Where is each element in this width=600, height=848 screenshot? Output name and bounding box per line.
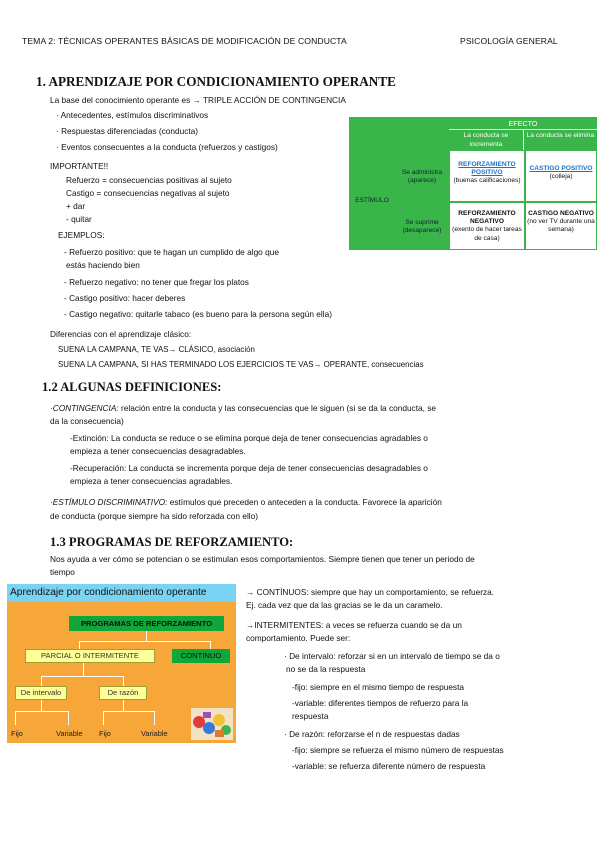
programas-line-11: -fijo: siempre se refuerza el mismo número de respuestas	[292, 745, 504, 755]
diagram-connector	[79, 641, 80, 649]
example-1: - Refuerzo positivo: que te hagan un cumplido de algo que	[64, 247, 279, 257]
negative-reinforcement-title: REFORZAMIENTO NEGATIVO	[458, 210, 516, 226]
diagram-connector	[123, 676, 124, 686]
important-line-2: Castigo = consecuencias negativas al sujeto	[66, 188, 230, 198]
cell-positive-reinforcement	[449, 150, 525, 202]
recuperacion-2: empieza a tener consecuencias agradables.	[70, 476, 233, 486]
diagram-connector	[103, 711, 104, 725]
diagram-leaf-fijo-2: Fijo	[99, 729, 111, 738]
header-left: TEMA 2: TÉCNICAS OPERANTES BÁSICAS DE MODIFICACIÓN DE CONDUCTA	[22, 36, 347, 46]
diagram-connector	[154, 711, 155, 725]
section1-title: 1. APRENDIZAJE POR CONDICIONAMIENTO OPERANTE	[36, 74, 396, 89]
diagram-connector	[41, 676, 123, 677]
programas-line-4: comportamiento. Puede ser:	[246, 633, 351, 643]
reinforcement-diagram	[7, 584, 236, 743]
extincion-1: -Extinción: La conducta se reduce o se elimina porque deja de tener consecuencias agradables o	[70, 433, 428, 443]
positive-reinforcement-note: (buenas calificaciones)	[453, 177, 521, 185]
diagram-continuo: CONTINUO	[172, 649, 230, 663]
important-line-3: + dar	[66, 201, 86, 211]
diagram-connector	[83, 663, 84, 676]
important-line-4: - quitar	[66, 214, 92, 224]
negative-reinforcement-note: (exento de hacer tareas de casa)	[452, 226, 522, 242]
positive-punishment-title: CASTIGO POSITIVO	[529, 165, 593, 172]
ed-def: estímulos que preceden o anteceden a la conducta. Favorece la aparición	[167, 497, 442, 507]
effect-row-administer: Se administra (aparece)	[401, 169, 443, 185]
diagram-intervalo: De intervalo	[15, 686, 67, 700]
contingencia-def2: da la consecuencia)	[50, 416, 124, 426]
programas-line-8: -variable: diferentes tiempos de refuerzo para la	[292, 698, 469, 708]
bullet-3: · Eventos consecuentes a la conducta (refuerzos y castigos)	[56, 142, 278, 152]
example-4: - Castigo negativo: quitarle tabaco (es bueno para la persona según ella)	[64, 309, 332, 319]
diagram-programas: PROGRAMAS DE REFORZAMIENTO	[69, 616, 224, 631]
important-line-1: Refuerzo = consecuencias positivas al sujeto	[66, 175, 232, 185]
diagram-connector	[15, 711, 69, 712]
programas-line-10: · De razón: reforzarse el n de respuestas dadas	[284, 729, 460, 739]
diagram-leaf-variable-2: Variable	[141, 729, 168, 738]
effect-row-label: ESTÍMULO	[355, 197, 389, 204]
ed-line	[50, 496, 442, 509]
important-title: IMPORTANTE!!	[50, 161, 109, 171]
contingencia-def: relación entre la conducta y las consecuencias que le siguen (si se da la conducta, se	[118, 403, 437, 413]
diagram-connector	[103, 711, 155, 712]
positive-reinforcement-title: REFORZAMIENTO POSITIVO	[458, 161, 516, 177]
diagram-razon: De razón	[99, 686, 147, 700]
bullet-1: · Antecedentes, estímulos discriminativos	[56, 110, 209, 120]
positive-punishment-note: (colleja)	[549, 173, 573, 181]
section13-intro-2: tiempo	[50, 567, 75, 577]
programas-line-2: Ej. cada vez que da las gracias se le da un caramelo.	[246, 600, 443, 610]
diff-line-2: SUENA LA CAMPANA, SI HAS TERMINADO LOS EJERCICIOS TE VAS→ OPERANTE, consecuencias	[58, 360, 424, 369]
diagram-connector	[210, 641, 211, 649]
effect-row-suppress: Se suprime (desaparece)	[402, 219, 442, 235]
section12-title: 1.2 ALGUNAS DEFINICIONES:	[42, 380, 222, 394]
diagram-leaf-variable-1: Variable	[56, 729, 83, 738]
diagram-parcial: PARCIAL O INTERMITENTE	[25, 649, 155, 663]
cell-negative-punishment	[525, 202, 597, 250]
negative-punishment-note: (no ver TV durante una semana)	[527, 218, 595, 234]
extincion-2: empieza a tener consecuencias desagradables.	[70, 446, 246, 456]
programas-line-6: no se da la respuesta	[286, 664, 366, 674]
diagram-connector	[146, 631, 147, 641]
effect-col-eliminate: La conducta se elimina	[524, 130, 597, 150]
contingencia-term: ·CONTINGENCIA:	[50, 403, 119, 413]
contingencia-line	[50, 402, 436, 415]
diagram-connector	[41, 676, 42, 686]
example-2: - Refuerzo negativo: no tener que fregar los platos	[64, 277, 249, 287]
section13-intro-1: Nos ayuda a ver cómo se potencian o se estimulan esos comportamientos. Siempre tienen que tener un periodo de	[50, 554, 475, 564]
effect-title: EFECTO	[449, 117, 597, 130]
bullet-2: · Respuestas diferenciadas (conducta)	[56, 126, 199, 136]
diff-title: Diferencias con el aprendizaje clásico:	[50, 329, 192, 339]
header-right: PSICOLOGÍA GENERAL	[460, 36, 558, 46]
diagram-connector	[79, 641, 210, 642]
diagram-connector	[41, 700, 42, 711]
programas-line-9: respuesta	[292, 711, 329, 721]
diff-line-1: SUENA LA CAMPANA, TE VAS→ CLÁSICO, asociación	[58, 345, 255, 354]
programas-line-3: →INTERMITENTES: a veces se refuerza cuando se da un	[246, 620, 462, 630]
cell-positive-punishment	[525, 150, 597, 202]
recuperacion-1: -Recuperación: La conducta se incrementa porque deja de tener consecuencias desagradables o	[70, 463, 428, 473]
effect-col-increase: La conducta se incrementa	[449, 130, 524, 150]
section1-intro: La base del conocimiento operante es → TRIPLE ACCIÓN DE CONTINGENCIA	[50, 95, 346, 105]
diagram-connector	[123, 700, 124, 711]
programas-line-5: · De intervalo: reforzar si en un intervalo de tiempo se da o	[284, 651, 500, 661]
diagram-connector	[68, 711, 69, 725]
section13-title: 1.3 PROGRAMAS DE REFORZAMIENTO:	[50, 535, 294, 549]
programas-line-7: -fijo: siempre en el mismo tiempo de respuesta	[292, 682, 465, 692]
diagram-connector	[15, 711, 16, 725]
diagram-leaf-fijo-1: Fijo	[11, 729, 23, 738]
cell-negative-reinforcement	[449, 202, 525, 250]
negative-punishment-title: CASTIGO NEGATIVO	[528, 210, 594, 217]
effect-table	[349, 117, 597, 250]
clipart-image	[191, 708, 233, 740]
example-1b: estás haciendo bien	[66, 260, 140, 270]
diagram-title: Aprendizaje por condicionamiento operante	[7, 584, 236, 602]
programas-line-12: -variable: se refuerza diferente número de respuesta	[292, 761, 486, 771]
programas-line-1: → CONTÍNUOS: siempre que hay un comportamiento, se refuerza.	[246, 587, 495, 597]
ed-def2: de conducta (porque siempre ha sido reforzada con ello)	[50, 511, 259, 521]
examples-title: EJEMPLOS:	[58, 230, 105, 240]
ed-term: ·ESTÍMULO DISCRIMINATIVO:	[50, 497, 168, 507]
example-3: - Castigo positivo: hacer deberes	[64, 293, 186, 303]
